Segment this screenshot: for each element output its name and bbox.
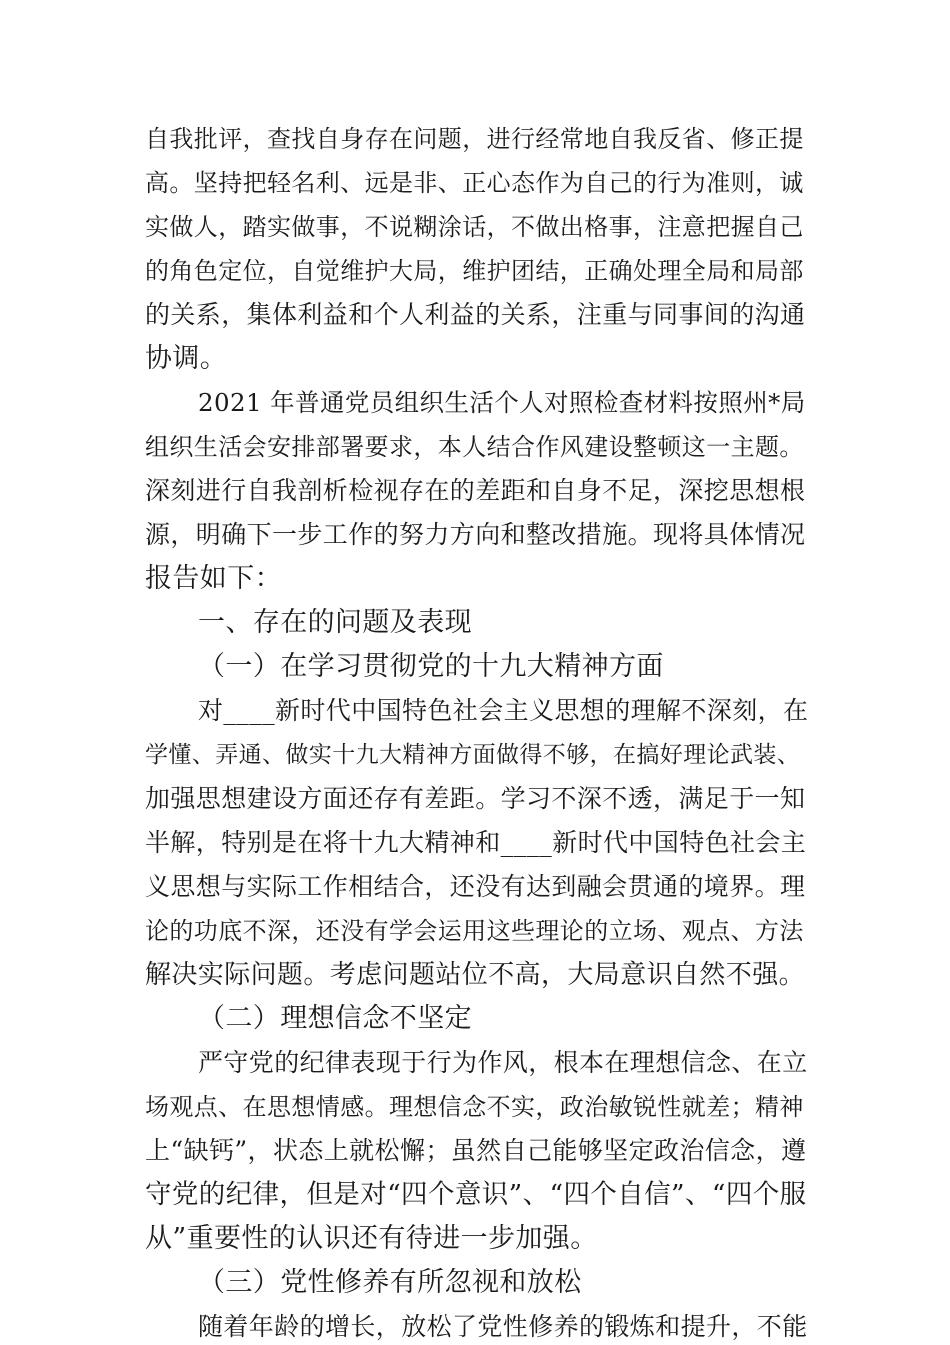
body-line: 论的功底不深，还没有学会运用这些理论的立场、观点、方法 bbox=[145, 917, 804, 945]
body-line: 场观点、在思想情感。理想信念不实，政治敏锐性就差；精神 bbox=[145, 1093, 804, 1121]
subsection-heading: （一）在学习贯彻党的十九大精神方面 bbox=[198, 651, 664, 682]
body-line: 组织生活会安排部署要求，本人结合作风建设整顿这一主题。 bbox=[145, 433, 804, 461]
body-line: 半解，特别是在将十九大精神和____新时代中国特色社会主 bbox=[145, 828, 807, 857]
paragraph-first-line: 严守党的纪律表现于行为作风，根本在理想信念、在立 bbox=[198, 1048, 808, 1077]
body-line: 实做人，踏实做事，不说糊涂话，不做出格事，注意把握自己 bbox=[145, 213, 804, 241]
subsection-heading: （三）党性修养有所忽视和放松 bbox=[198, 1267, 582, 1298]
paragraph-first-line: 随着年龄的增长，放松了党性修养的锻炼和提升，不能 bbox=[198, 1312, 808, 1341]
body-line: 从”重要性的认识还有待进一步加强。 bbox=[145, 1223, 598, 1254]
paragraph-first-line: 2021 年普通党员组织生活个人对照检查材料按照州*局 bbox=[198, 388, 806, 417]
section-heading: 一、存在的问题及表现 bbox=[198, 607, 472, 638]
body-line: 的角色定位，自觉维护大局，维护团结，正确处理全局和局部 bbox=[145, 257, 804, 285]
body-line: 守党的纪律，但是对“四个意识”、“四个自信”、“四个服 bbox=[145, 1179, 807, 1210]
body-line: 报告如下： bbox=[145, 563, 282, 594]
subsection-heading: （二）理想信念不坚定 bbox=[198, 1003, 472, 1034]
body-line: 学懂、弄通、做实十九大精神方面做得不够，在搞好理论武装、 bbox=[145, 742, 801, 768]
paragraph-first-line: 对____新时代中国特色社会主义思想的理解不深刻，在 bbox=[198, 696, 809, 725]
body-line: 高。坚持把轻名利、远是非、正心态作为自己的行为准则，诚 bbox=[145, 169, 804, 197]
body-line: 协调。 bbox=[145, 343, 228, 374]
body-line: 的关系，集体利益和个人利益的关系，注重与同事间的沟通 bbox=[145, 300, 806, 329]
body-line: 自我批评，查找自身存在问题，进行经常地自我反省、修正提 bbox=[145, 125, 804, 153]
body-line: 源，明确下一步工作的努力方向和整改措施。现将具体情况 bbox=[145, 520, 806, 549]
body-line: 义思想与实际工作相结合，还没有达到融会贯通的境界。理 bbox=[145, 872, 806, 901]
body-line: 解决实际问题。考虑问题站位不高，大局意识自然不强。 bbox=[145, 960, 806, 990]
body-line: 加强思想建设方面还存有差距。学习不深不透，满足于一知 bbox=[145, 784, 806, 813]
body-line: 上“缺钙”，状态上就松懈；虽然自己能够坚定政治信念，遵 bbox=[145, 1136, 807, 1165]
body-line: 深刻进行自我剖析检视存在的差距和自身不足，深挖思想根 bbox=[145, 476, 806, 505]
